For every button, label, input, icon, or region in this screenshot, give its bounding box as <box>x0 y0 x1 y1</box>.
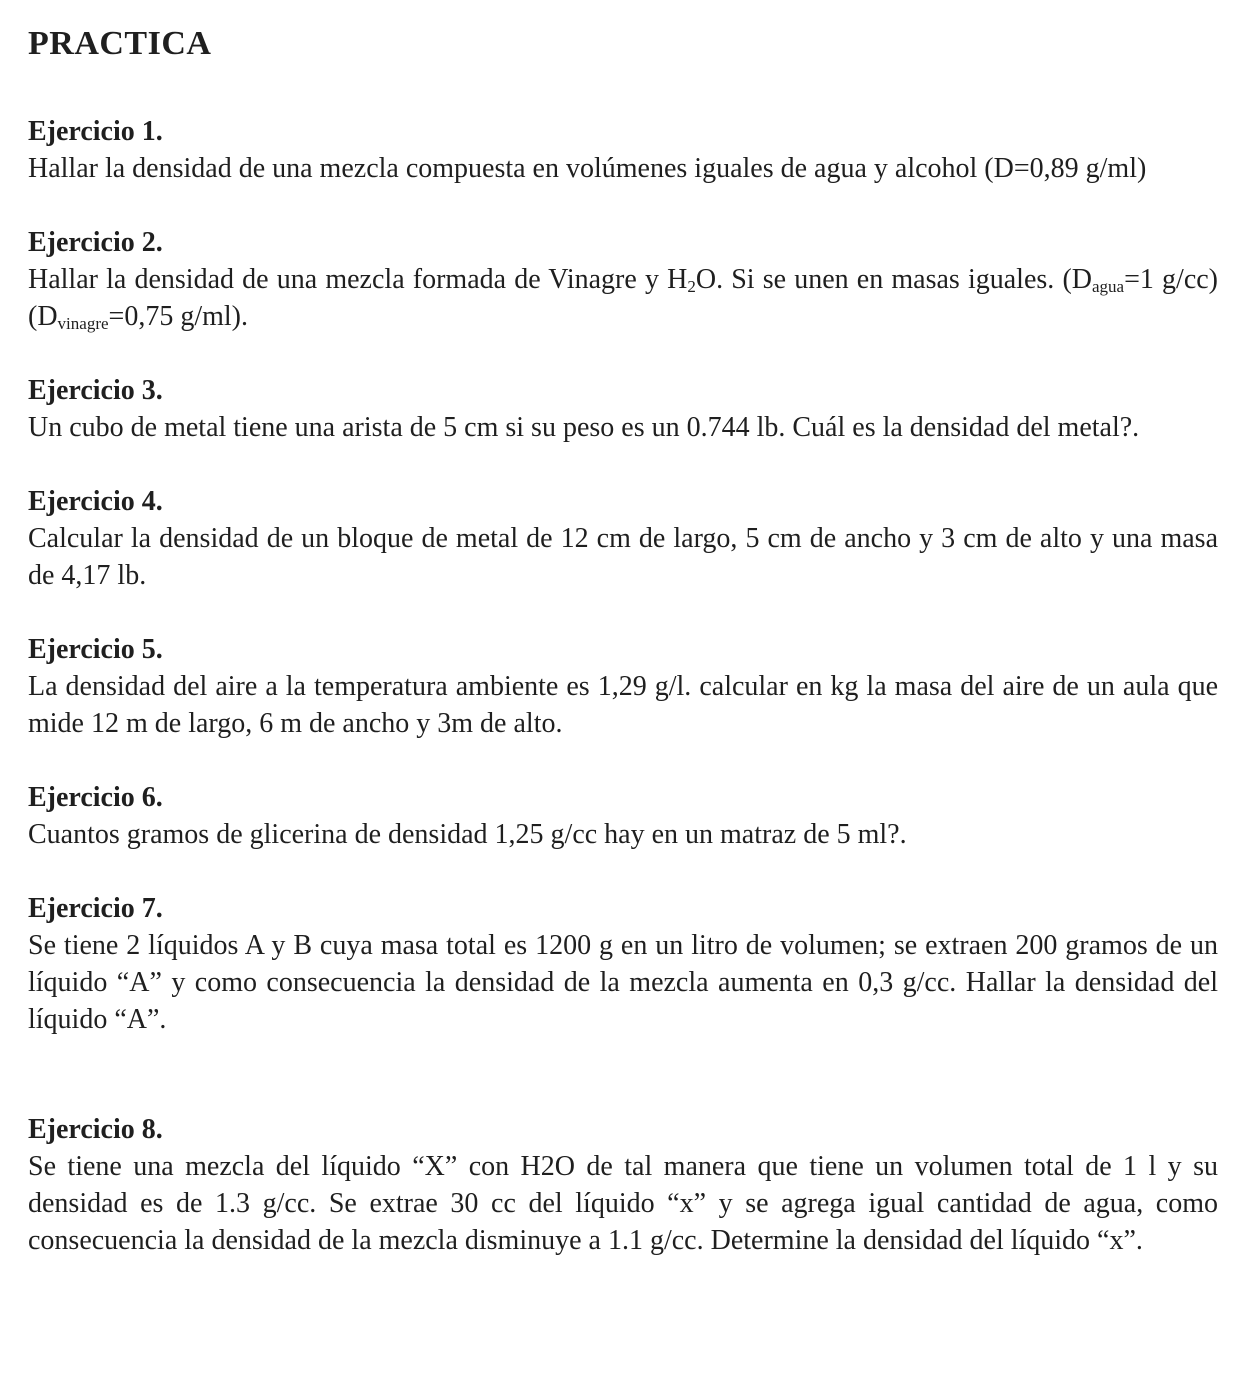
exercise-heading: Ejercicio 8. <box>28 1114 163 1145</box>
exercise-heading: Ejercicio 2. <box>28 227 163 258</box>
exercise-text: Cuantos gramos de glicerina de densidad 1,25 g/cc hay en un matraz de 5 ml?. <box>28 819 907 850</box>
exercise-text: La densidad del aire a la temperatura ambiente es 1,29 g/l. calcular en kg la masa del aire de un aula que mide 12 m de largo, 6 m de ancho y 3m de alto. <box>28 671 1218 739</box>
exercise-heading: Ejercicio 4. <box>28 486 163 517</box>
exercise-text: Hallar la densidad de una mezcla compuesta en volúmenes iguales de agua y alcohol (D=0,89 g/ml) <box>28 153 1147 184</box>
practice-sheet <box>28 22 1218 1259</box>
page-title: PRACTICA <box>28 25 212 62</box>
exercise-text-part: =1 g/cc)(D <box>28 264 1219 332</box>
exercise-heading: Ejercicio 3. <box>28 375 163 406</box>
exercise-5 <box>28 632 1218 742</box>
exercise-8 <box>28 1112 1218 1259</box>
exercise-text: Se tiene una mezcla del líquido “X” con H2O de tal manera que tiene un volumen total de 1 l y su densidad es de 1.3 g/cc. Se extrae 30 cc del líquido “x” y se agrega igual cantidad de agua, como consecuencia la densidad de la mezcla disminuye a 1.1 g/cc. Determine la densidad del líquido “x”. <box>28 1151 1218 1256</box>
exercise-text-part: O. Si se unen en masas iguales. (D <box>695 264 1092 295</box>
exercise-heading: Ejercicio 6. <box>28 782 163 813</box>
exercise-heading: Ejercicio 5. <box>28 634 163 665</box>
exercise-4 <box>28 484 1218 594</box>
subscript: vinagre <box>57 314 109 333</box>
exercise-2 <box>28 225 1218 335</box>
subscript: agua <box>1092 277 1125 296</box>
exercise-text: Un cubo de metal tiene una arista de 5 cm si su peso es un 0.744 lb. Cuál es la densidad del metal?. <box>28 412 1140 443</box>
exercise-heading: Ejercicio 1. <box>28 116 163 147</box>
exercise-6 <box>28 780 1218 853</box>
exercise-1 <box>28 114 1218 187</box>
subscript: 2 <box>687 277 696 296</box>
exercise-7 <box>28 891 1218 1038</box>
exercise-text: Calcular la densidad de un bloque de metal de 12 cm de largo, 5 cm de ancho y 3 cm de alto y una masa de 4,17 lb. <box>28 523 1218 591</box>
exercise-text <box>28 261 1218 335</box>
exercise-text-part: Hallar la densidad de una mezcla formada de Vinagre y H <box>28 264 688 295</box>
exercise-text-part: =0,75 g/ml). <box>108 301 248 332</box>
exercise-text: Se tiene 2 líquidos A y B cuya masa total es 1200 g en un litro de volumen; se extraen 200 gramos de un líquido “A” y como consecuencia la densidad de la mezcla aumenta en 0,3 g/cc. Hallar la densidad del líquido “A”. <box>28 930 1218 1035</box>
exercise-heading: Ejercicio 7. <box>28 893 163 924</box>
exercise-3 <box>28 373 1218 446</box>
